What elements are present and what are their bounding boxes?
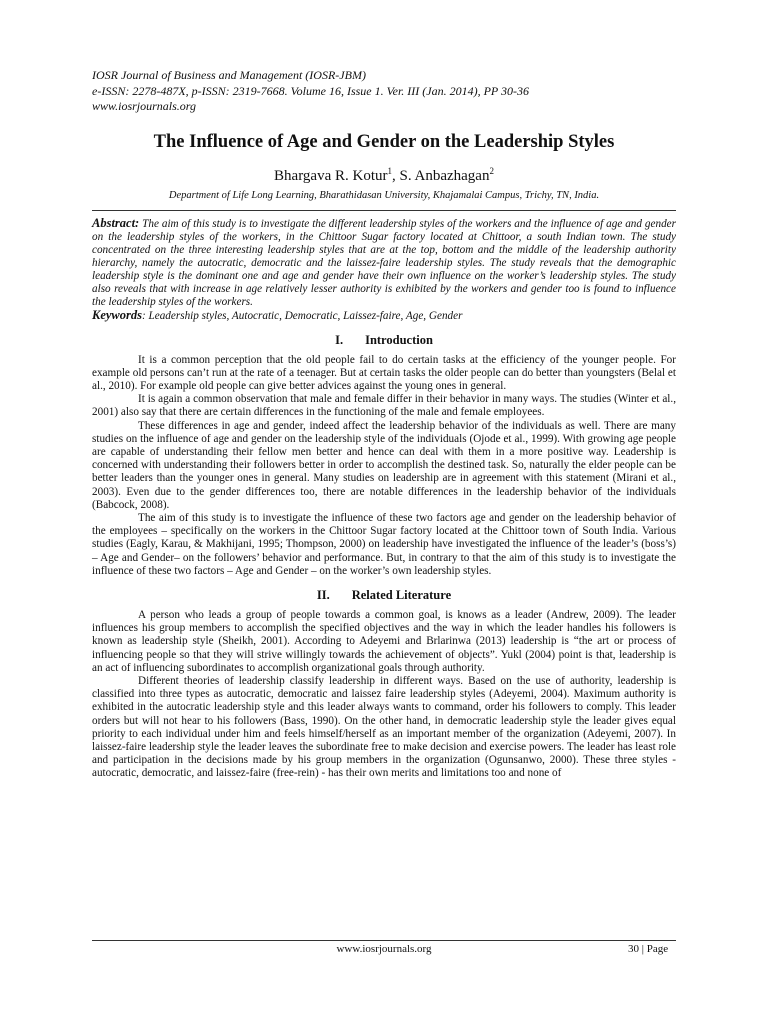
paragraph: Different theories of leadership classify leadership in different ways. Based on the use of authority, leadership is classified into three types as autocratic, democratic and laissez faire leadership styles (Adeyemi, 2004). Maximum authority is exhibited in the autocratic leadership style and this leader always wants to command, order his followers to comply. This leader orders but will not hear to his followers (Bass, 1990). On the other hand, in democratic leadership style the leader gives equal priority to each individual under him and feels himself/herself as an important member of the organization (Adeyemi, 2007). In laissez-faire leadership style the leader leaves the subordinate free to make decision and exercise powers. The leader has least role and participation in the decisions made by his group members in the organization (Ogunsanwo, 2000). These three styles - autocratic, democratic, and laissez-faire (free-rein) - has their own merits and limitations too and none of [92,674,676,780]
author-name: Bhargava R. Kotur [274,167,388,184]
keywords-label: Keywords [92,307,142,322]
divider [92,210,676,211]
footer-url: www.iosrjournals.org [336,943,432,955]
keywords-text: : Leadership styles, Autocratic, Democratic, Laissez-faire, Age, Gender [142,309,463,322]
journal-url: www.iosrjournals.org [92,99,197,113]
journal-issn: e-ISSN: 2278-487X, p-ISSN: 2319-7668. Volume 16, Issue 1. Ver. III (Jan. 2014), PP 30-36 [92,83,530,98]
author-affil-mark: 2 [489,165,494,176]
section-heading [92,588,676,603]
paper-page [92,68,676,781]
paragraph: These differences in age and gender, indeed affect the leadership behavior of the individuals as well. There are many studies on the influence of age and gender on the leadership style of the individuals (Ojode et al., 1999). With growing age people are capable of understanding their fellow men better and hence can deal with them in a more positive way. Leadership is concerned with understanding their followers better in order to accomplish the destined task. So, naturally the elder people can be better leaders than the younger ones in general. Many studies on leadership are in agreement with this statement (Mirani et al., 2003). Even due to the gender differences too, there are notable differences in the leadership behavior of the individuals (Babcock, 2008). [92,419,676,511]
paper-title: The Influence of Age and Gender on the Leadership Styles [153,131,615,152]
section-heading [92,333,676,348]
paragraph: The aim of this study is to investigate the influence of these two factors age and gender on the leadership behavior of the employees – specifically on the workers in the Chittoor Sugar factory located at the Chittoor town of South India. Various studies (Eagly, Karau, & Makhijani, 1995; Thompson, 2000) on leadership have investigated the influence of the leader’s (boss’s) – Age and Gender– on the followers’ behavior and performance. But, in contrary to that the aim of this study is to investigate the influence of these two factors – Age and Gender – on the worker’s own leadership styles. [92,511,676,577]
affiliation: Department of Life Long Learning, Bharathidasan University, Khajamalai Campus, Trichy, TN, India. [168,189,600,201]
author-separator: , [391,167,400,184]
keywords [92,309,676,323]
section-related-literature [92,588,676,781]
section-introduction [92,333,676,578]
section-number: I. [335,332,344,347]
paragraph: A person who leads a group of people towards a common goal, is knows as a leader (Andrew, 2009). The leader influences his group members to accomplish the specified objectives and the way in which the leader handles his followers is known as leadership style (Sheikh, 2001). According to Adeyemi and Brlarinwa (2013) leadership is “the art or process of influencing people so that they will strive willingly towards the achievement of objects”. Yukl (2004) point is that, leadership is an act of influencing subordinates to accomplish organizational goals through authority. [92,608,676,674]
journal-header [92,68,676,115]
section-number: II. [316,587,330,602]
paragraph: It is a common perception that the old people fail to do certain tasks at the efficiency of the younger people. For example old persons can’t run at the rate of a teenager. But at certain tasks the older people can do better than youngsters (Belal et al., 2010). For example old people can give better advices against the young ones in general. [92,353,676,392]
paragraph: It is again a common observation that male and female differ in their behavior in many ways. The studies (Winter et al., 2001) also say that there are certain differences in the functioning of the male and female employees. [92,393,676,419]
abstract [92,217,676,309]
section-title: Related Literature [351,587,452,602]
author-name: S. Anbazhagan [399,167,490,184]
journal-name: IOSR Journal of Business and Management (IOSR-JBM) [92,68,366,82]
author-affil-mark: 1 [387,165,392,176]
page-number: 30 | Page [628,943,669,955]
footer-divider [92,940,676,941]
abstract-text: The aim of this study is to investigate the different leadership styles of the workers and the influence of age and gender on the leadership styles of the workers, in the Chittoor Sugar factory located at Chittoor, a south Indian town. The study concentrated on the three interesting leadership styles that are at the top, bottom and the middle of the leadership authority hierarchy, namely the autocratic, democratic and the laissez-faire leadership styles. The study reveals that the demographic leadership style is the dominant one and age and gender have their own influence on the worker’s leadership styles. The study also reveals that with increase in age relatively lesser authority is exhibited by the workers and gender too is found to influence the leadership styles of the workers. [92,217,676,308]
abstract-label: Abstract: [92,215,140,230]
author-line [92,166,676,185]
section-title: Introduction [365,332,433,347]
